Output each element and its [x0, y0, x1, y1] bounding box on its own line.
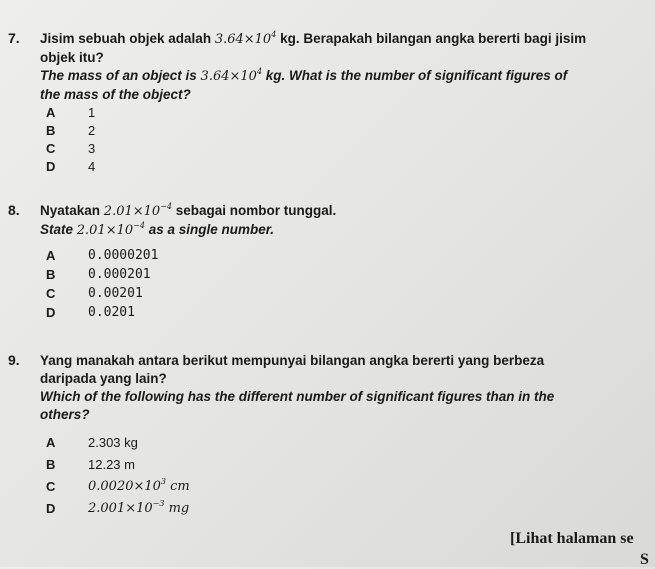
- option-b[interactable]: B 0.000201: [46, 267, 151, 282]
- question-text-malay: Nyatakan $2.01\times 10^{-4}$ sebagai nombor tunggal.: [40, 202, 337, 219]
- option-a[interactable]: A 1: [46, 105, 96, 120]
- question-text-english: State $2.01\times 10^{-4}$ as a single number.: [40, 221, 275, 238]
- options: [8, 104, 408, 176]
- question-number: 8.: [8, 202, 20, 218]
- page-turn-note: [Lihat halaman se: [510, 530, 634, 547]
- option-c[interactable]: C 0.00201: [46, 286, 143, 301]
- page-code: S: [640, 551, 649, 568]
- option-c[interactable]: C $0.0020\times 10^3$ cm: [46, 477, 190, 494]
- option-b[interactable]: B 2: [46, 123, 96, 138]
- options: [8, 247, 408, 323]
- option-d[interactable]: D 0.0201: [46, 305, 135, 320]
- question-number: 7.: [8, 30, 20, 46]
- option-b[interactable]: B 12.23 m: [46, 457, 135, 472]
- option-d[interactable]: D 4: [46, 159, 96, 174]
- question-text-english: Which of the following has the different number of significant figures than in the: [40, 389, 555, 404]
- question-text-english-cont: the mass of the object?: [40, 87, 191, 102]
- question-text-malay-cont: daripada yang lain?: [40, 371, 167, 386]
- option-c[interactable]: C 3: [46, 141, 96, 156]
- option-d[interactable]: D $2.001\times 10^{-3}$ mg: [46, 499, 190, 516]
- question-number: 9.: [8, 352, 20, 368]
- option-a[interactable]: A 2.303 kg: [46, 435, 138, 450]
- question-text-english: The mass of an object is $3.64\times 10^4$ kg. What is the number of significant figures of: [40, 67, 568, 84]
- question-text-english-cont: others?: [40, 407, 90, 422]
- question-text-malay: Yang manakah antara berikut mempunyai bilangan angka bererti yang berbeza: [40, 353, 545, 368]
- question-text-malay-cont: objek itu?: [40, 50, 104, 65]
- question-text-malay: Jisim sebuah objek adalah $3.64\times 10^4$ kg. Berapakah bilangan angka bererti bagi jisim: [40, 30, 587, 47]
- options: [8, 434, 408, 522]
- option-a[interactable]: A 0.0000201: [46, 248, 159, 263]
